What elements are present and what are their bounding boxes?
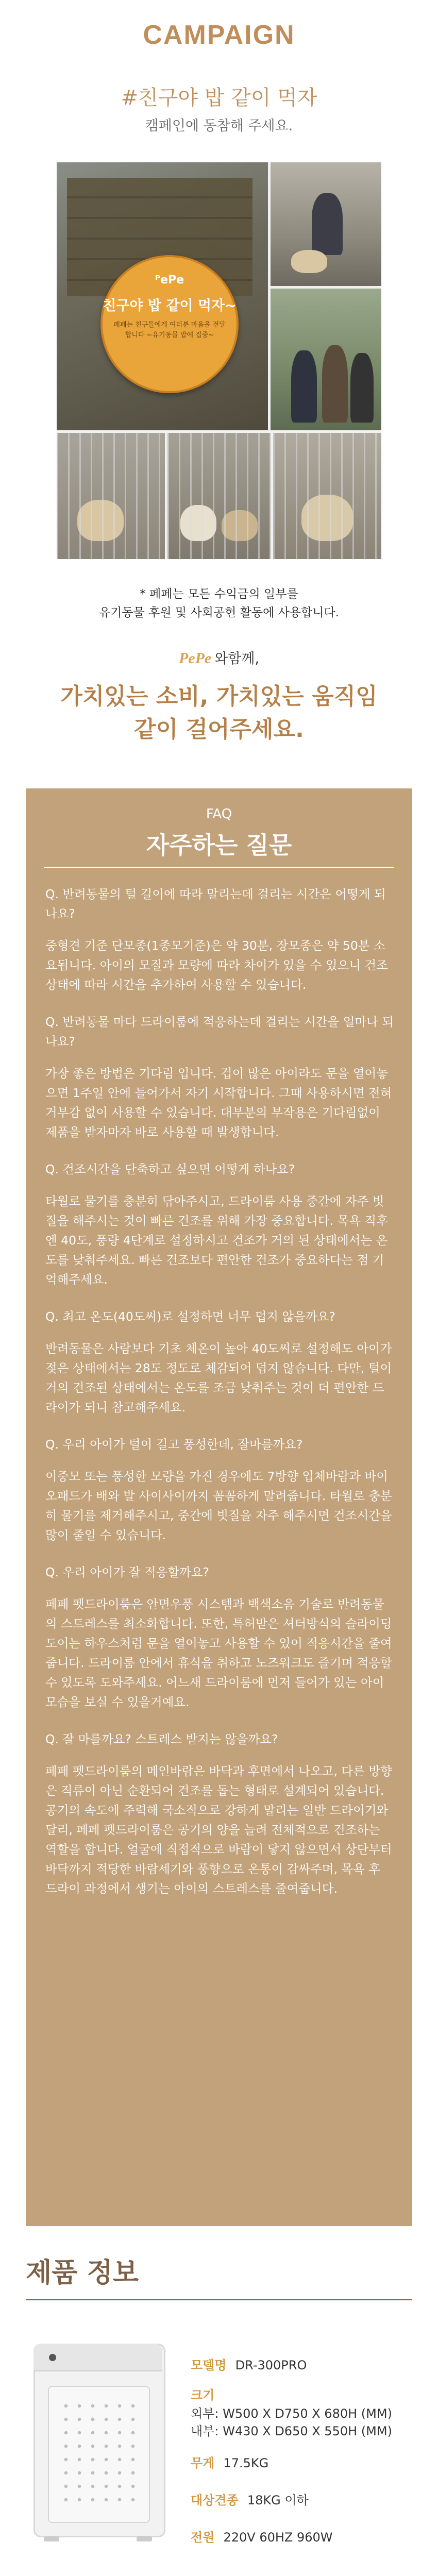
spec-value: 외부: W500 X D750 X 680H (MM): [191, 2406, 392, 2421]
faq-question: Q. 반려동물의 털 길이에 따라 말리는데 걸리는 시간은 어떻게 되나요?: [45, 887, 386, 921]
kennel-bars: [273, 433, 381, 559]
faq-answer: 타월로 물기를 충분히 닦아주시고, 드라이룸 사용 중간에 자주 빗질을 해주시는 것이 빠른 건조를 위해 가장 중요합니다. 목욕 직후엔 40도, 풍량 4단계로 설정하시고 건조가 거의 된 상태에서는 온도를 낮춰주세요. 빠른 건조보다 편안한 건조가 중요하다는 점 기억해주세요.: [45, 1194, 388, 1287]
sign-body: 페페는 친구들에게 여러분 마음을 전달합니다 ~유기동물 밥에 집중~: [113, 321, 226, 339]
faq-answer: 페페 펫드라이룸은 안면우풍 시스템과 백색소음 기술로 반려동물의 스트레스를 최소화합니다. 또한, 특허받은 셔터방식의 슬라이딩 도어는 하우스처럼 문을 열어놓고 사용할 수 있어 적응시간을 줄여줍니다. 드라이룸 안에서 휴식을 취하고 노즈워크도 즐기며 적응할 수 있도록 도와주세요. 어느새 드라이룸에 먼저 들어가 있는 아이 모습을 보실 수 있을거예요.: [45, 1597, 392, 1709]
donation-note: [0, 585, 438, 622]
spec-row-size-outer: [191, 2403, 392, 2421]
campaign-photo-collage: [57, 162, 381, 559]
faq-answer: 가장 좋은 방법은 기다림 입니다. 겁이 많은 아이라도 문을 열어놓으면 1주일 안에 들어가서 자기 시작합니다. 그때 사용하시면 전혀 거부감 없이 사용할 수 있습니다. 대부분의 부작용은 기다림없이 제품을 받자마자 바로 사용할 때 발생합니다.: [45, 1066, 392, 1139]
faq-question: Q. 반려동물 마다 드라이룸에 적응하는데 걸리는 시간을 얼마나 되나요?: [45, 1015, 394, 1049]
note-line-2: 유기동물 후원 및 사회공헌 활동에 사용합니다.: [98, 606, 339, 619]
spec-label: 대상견종: [191, 2493, 239, 2507]
shelter-dogs-photo-3: [273, 433, 381, 559]
shelter-dogs-photo-1: [57, 433, 165, 559]
campaign-title: CAMPAIGN: [143, 20, 295, 50]
faq-answer: 이중모 또는 풍성한 모량을 가진 경우에도 7방향 입체바람과 바이오패드가 배와 발 사이사이까지 꼼꼼하게 말려줍니다. 타월로 충분히 물기를 제거해주시고, 중간에 빗질을 자주 해주시면 건조시간을 많이 줄일 수 있습니다.: [45, 1469, 392, 1542]
faq-item: [45, 884, 396, 995]
spec-row-power: [191, 2527, 333, 2545]
spec-label: 크기: [191, 2388, 215, 2402]
faq-question: Q. 최고 온도(40도씨)로 설정하면 너무 덥지 않을까요?: [45, 1309, 335, 1324]
with-text: 와함께,: [214, 651, 260, 667]
faq-item: [45, 1729, 396, 1898]
kennel-bars: [167, 433, 271, 559]
faq-question: Q. 우리 아이가 잘 적응할까요?: [45, 1565, 210, 1579]
faq-item: [45, 1435, 396, 1545]
spec-label: 모델명: [191, 2358, 227, 2372]
faq-answer: 반려동물은 사람보다 기초 체온이 높아 40도씨로 설정해도 아이가 젖은 상태에서는 28도 정도로 체감되어 덥지 않습니다. 다만, 털이 거의 건조된 상태에서는 온도를 조금 낮춰주는 것이 더 편안한 드라이가 되니 참고해주세요.: [45, 1341, 392, 1415]
faq-section: [26, 788, 412, 2226]
donation-photo-main: [57, 162, 268, 430]
campaign-hashtag: #친구야 밥 같이 먹자: [121, 86, 317, 110]
volunteer-figure: [291, 350, 317, 423]
campaign-subtitle: 캠페인에 동참해 주세요.: [145, 118, 293, 134]
pepe-logo: PePe: [178, 650, 212, 667]
faq-divider: [44, 867, 394, 868]
slogan-line-1: 가치있는 소비, 가치있는 움직임: [60, 683, 378, 710]
volunteer-figure: [322, 345, 348, 423]
note-line-1: * 페페는 모든 수익금의 일부를: [140, 587, 298, 601]
faq-item: [45, 1307, 396, 1417]
faq-answer: 페페 펫드라이룸의 메인바람은 바닥과 후면에서 나오고, 다른 방향은 직류이 아닌 순환되어 건조를 돕는 형태로 설계되어 있습니다. 공기의 속도에 주력해 국소적으로 강하게 말리는 일반 드라이기와 달리, 페페 펫드라이룸은 공기의 양을 늘려 전체적으로 건조하는 역할을 합니다. 얼굴에 직접적으로 바람이 닿지 않으면서 상단부터 바닥까지 적당한 바람세기와 풍향으로 온통이 감싸주며, 목욕 후 드라이 과정에서 생기는 아이의 스트레스를 줄여줍니다.: [45, 1764, 392, 1896]
volunteer-figure: [312, 193, 343, 255]
with-pepe-line: [0, 647, 438, 667]
volunteer-photo-1: [271, 162, 381, 286]
faq-item: [45, 1159, 396, 1289]
faq-question: Q. 잘 마를까요? 스트레스 받지는 않을까요?: [45, 1732, 278, 1746]
spec-label: 전원: [191, 2530, 215, 2545]
faq-answer: 중형견 기준 단모종(1종모기준)은 약 30분, 장모종은 약 50분 소요됩니다. 아이의 모질과 모량에 따라 차이가 있을 수 있으니 건조 상태에 따라 시간을 추가하여 사용할 수 있습니다.: [45, 938, 388, 992]
spec-row-size-inner: [191, 2421, 392, 2439]
volunteer-figure: [350, 353, 374, 423]
spec-value: 18KG 이하: [247, 2493, 309, 2507]
spec-value: 220V 60HZ 960W: [223, 2530, 333, 2545]
dryer-vent-holes: [59, 2399, 137, 2507]
campaign-slogan: [0, 680, 438, 746]
faq-question: Q. 우리 아이가 털이 길고 풍성한데, 잘마를까요?: [45, 1437, 303, 1452]
faq-item: [45, 1012, 396, 1142]
spec-value: DR-300PRO: [235, 2358, 307, 2372]
spec-label: 무게: [191, 2456, 215, 2470]
dryer-control-panel: [33, 2344, 162, 2371]
faq-list: [45, 884, 396, 1916]
pet-dryer-room-image: [28, 2338, 167, 2545]
faq-item: [45, 1562, 396, 1712]
spec-row-size: [191, 2385, 214, 2403]
kennel-bars: [57, 433, 165, 559]
spec-row-weight: [191, 2453, 268, 2471]
campaign-sign: [100, 255, 239, 393]
dryer-power-button-icon: [49, 2354, 56, 2361]
volunteer-photo-2: [271, 289, 381, 430]
slogan-line-2: 같이 걸어주세요.: [134, 716, 304, 743]
product-info-title: 제품 정보: [26, 2258, 139, 2288]
shelter-dogs-photo-2: [167, 433, 271, 559]
spec-value: 내부: W430 X D650 X 550H (MM): [191, 2424, 392, 2438]
spec-row-model: [191, 2355, 307, 2373]
sign-title: 친구야 밥 같이 먹자~: [103, 298, 237, 314]
dog-figure: [291, 250, 327, 273]
faq-title: 자주하는 질문: [146, 831, 292, 859]
spec-row-target: [191, 2490, 309, 2508]
sign-logo: ᴾePe: [155, 274, 184, 287]
dryer-foot: [44, 2536, 59, 2541]
spec-value: 17.5KG: [223, 2456, 269, 2470]
dryer-foot: [137, 2536, 152, 2541]
faq-label: FAQ: [206, 806, 232, 822]
product-info-divider: [26, 2299, 412, 2300]
faq-question: Q. 건조시간을 단축하고 싶으면 어떻게 하나요?: [45, 1162, 295, 1176]
